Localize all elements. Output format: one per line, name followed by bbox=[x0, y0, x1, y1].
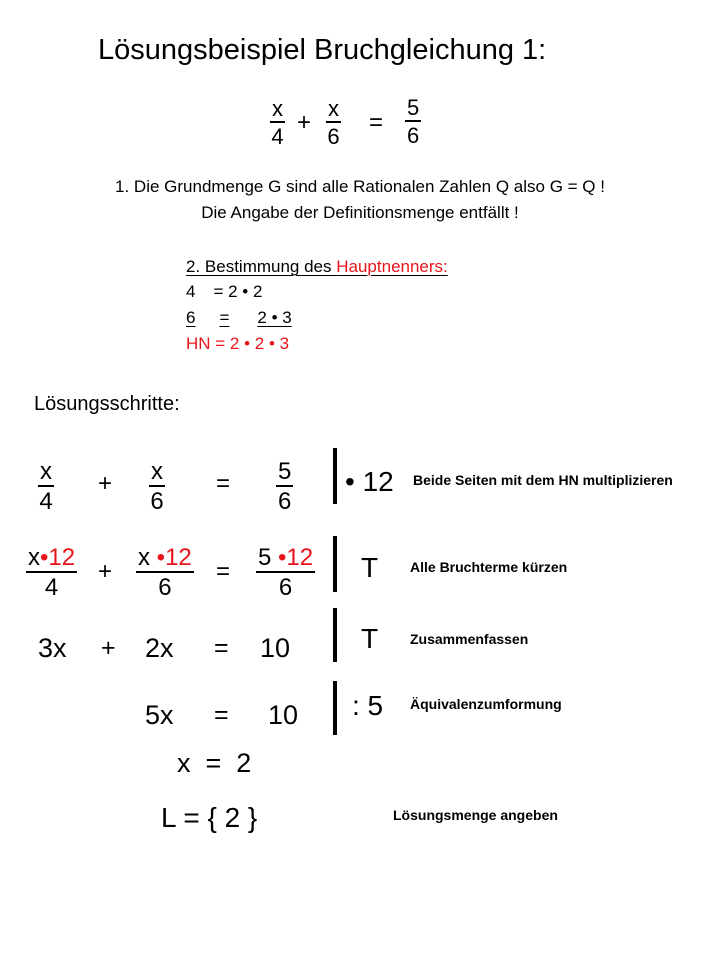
operation: • 12 bbox=[345, 466, 394, 497]
numerator-factor: •12 bbox=[40, 544, 76, 571]
fraction bbox=[38, 460, 54, 514]
denominator: 6 bbox=[327, 124, 340, 149]
denominator: 4 bbox=[271, 124, 284, 149]
factor-row-4 bbox=[186, 283, 262, 300]
fraction bbox=[136, 546, 194, 600]
heading-highlight: Hauptnenners: bbox=[336, 257, 448, 276]
solution-set: L = { 2 } bbox=[161, 802, 258, 833]
numerator-var: x bbox=[28, 544, 40, 571]
step-note: Zusammenfassen bbox=[410, 631, 529, 647]
term: 2x bbox=[145, 633, 174, 663]
numerator: x bbox=[272, 96, 283, 121]
numerator: 5 bbox=[278, 458, 292, 485]
operation-divider bbox=[333, 448, 337, 504]
plus-sign: + bbox=[98, 470, 113, 497]
equals-sign: = bbox=[214, 701, 229, 729]
steps-heading: Lösungsschritte: bbox=[34, 393, 180, 415]
fraction bbox=[256, 546, 315, 600]
equals-sign: = bbox=[216, 558, 231, 585]
denominator: 4 bbox=[44, 574, 59, 601]
denominator: 6 bbox=[158, 574, 172, 601]
plus-sign: + bbox=[101, 634, 116, 662]
numerator bbox=[256, 546, 315, 573]
fraction bbox=[270, 98, 285, 148]
hauptnenner: HN = 2 • 2 • 3 bbox=[186, 334, 290, 353]
step-note: Lösungsmenge angeben bbox=[393, 807, 558, 823]
step1-line1: 1. Die Grundmenge G sind alle Rationalen Zahlen Q also G = Q ! bbox=[115, 177, 605, 196]
numerator: 5 bbox=[407, 95, 420, 120]
result: x = 2 bbox=[177, 748, 252, 778]
heading-prefix: 2. Bestimmung des bbox=[186, 257, 337, 276]
numerator-var: x bbox=[138, 544, 157, 571]
plus-sign: + bbox=[297, 109, 312, 136]
plus-sign: + bbox=[98, 558, 113, 585]
numerator-var: 5 bbox=[258, 544, 279, 571]
term: 10 bbox=[260, 633, 291, 663]
step2-heading bbox=[186, 258, 448, 275]
equals-sign: = bbox=[369, 109, 384, 136]
denominator: 6 bbox=[150, 488, 164, 515]
factor-number: 4 bbox=[186, 282, 196, 301]
numerator bbox=[26, 546, 77, 573]
step-note: Alle Bruchterme kürzen bbox=[410, 559, 568, 575]
fraction bbox=[326, 98, 341, 148]
operation-divider bbox=[333, 681, 337, 735]
numerator: x bbox=[151, 458, 163, 485]
operation: T bbox=[361, 623, 379, 654]
operation-divider bbox=[333, 536, 337, 592]
factor-row-6 bbox=[186, 309, 292, 326]
numerator: x bbox=[328, 96, 339, 121]
numerator-factor: •12 bbox=[156, 544, 192, 571]
numerator bbox=[136, 546, 194, 573]
step1-line2: Die Angabe der Definitionsmenge entfällt ! bbox=[201, 203, 519, 222]
numerator: x bbox=[40, 458, 52, 485]
step-note: Äquivalenzumformung bbox=[410, 696, 562, 712]
numerator-factor: •12 bbox=[278, 544, 314, 571]
fraction bbox=[405, 97, 421, 147]
fraction bbox=[26, 546, 77, 600]
denominator: 4 bbox=[39, 488, 53, 515]
term: 10 bbox=[268, 700, 299, 730]
operation: : 5 bbox=[352, 690, 384, 721]
fraction bbox=[276, 460, 293, 514]
term: 5x bbox=[145, 700, 174, 730]
fraction bbox=[149, 460, 165, 514]
factor-equals: = bbox=[219, 308, 230, 327]
step-note: Beide Seiten mit dem HN multiplizieren bbox=[413, 472, 673, 488]
factor-product: 2 • 3 bbox=[257, 308, 292, 327]
factor-number: 6 bbox=[186, 308, 196, 327]
equals-sign: = bbox=[216, 470, 231, 497]
equals-sign: = bbox=[214, 634, 229, 662]
operation: T bbox=[361, 552, 379, 583]
denominator: 6 bbox=[278, 488, 292, 515]
page-title: Lösungsbeispiel Bruchgleichung 1: bbox=[98, 34, 547, 66]
denominator: 6 bbox=[407, 123, 420, 148]
term: 3x bbox=[38, 633, 67, 663]
factor-product: = 2 • 2 bbox=[213, 282, 263, 301]
operation-divider bbox=[333, 608, 337, 662]
denominator: 6 bbox=[278, 574, 293, 601]
